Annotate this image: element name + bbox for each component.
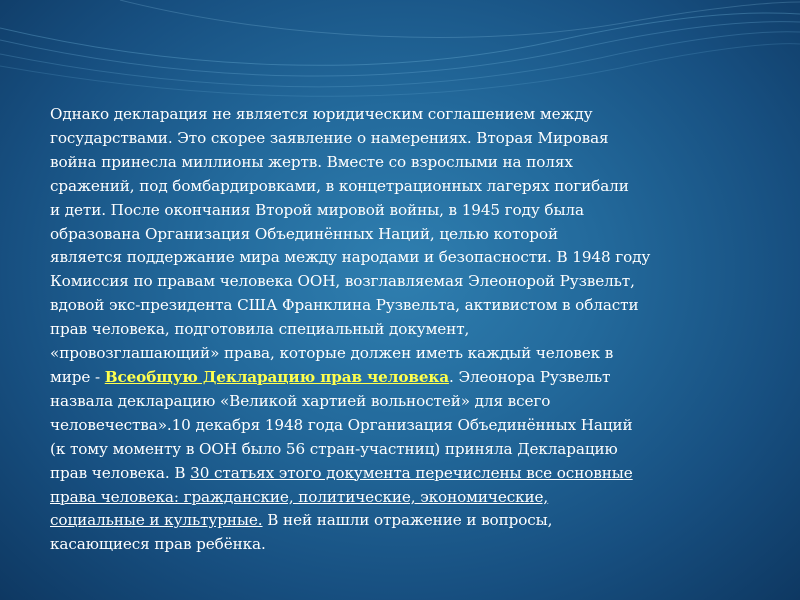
text-line: (к тому моменту в ООН было 56 стран-участниц) приняла Декларацию (50, 439, 618, 458)
text-line: прав человека. В 30 статьях этого документа перечислены все основные (50, 463, 633, 482)
text-line: и дети. После окончания Второй мировой войны, в 1945 году была (50, 200, 584, 219)
text-line: мире - Всеобщую Декларацию прав человека. Элеонора Рузвельт (50, 367, 611, 386)
declaration-link[interactable]: Всеобщую Декларацию прав человека (104, 367, 450, 386)
text-line: касающиеся прав ребёнка. (50, 535, 266, 554)
slide-body-text (50, 103, 750, 557)
text-line: назвала декларацию «Великой хартией вольностей» для всего (50, 391, 551, 410)
wave-line (0, 44, 800, 97)
wave-line (0, 13, 800, 65)
text-line: Комиссия по правам человека ООН, возглавляемая Элеонорой Рузвельт, (50, 272, 635, 291)
text-line: вдовой экс-президента США Франклина Рузвельта, активистом в области (50, 296, 639, 315)
text-line: человечества».10 декабря 1948 года Организация Объединённых Наций (50, 415, 633, 434)
text-line (50, 486, 750, 510)
text-line: прав человека, подготовила специальный документ, (50, 320, 470, 339)
underlined-text: социальные и культурные. (50, 511, 263, 530)
underlined-text: права человека: гражданские, политические, экономические, (50, 487, 549, 506)
wave-line (0, 32, 800, 87)
text-line: сражений, под бомбардировками, в концетрационных лагерях погибали (50, 176, 629, 195)
text-line: образована Организация Объединённых Наций, целью которой (50, 224, 558, 243)
underlined-text: 30 статьях этого документа перечислены все основные (190, 463, 633, 482)
text-line: является поддержание мира между народами и безопасности. В 1948 году (50, 248, 651, 267)
text-line: Однако декларация не является юридическим соглашением между (50, 105, 593, 123)
text-line: государствами. Это скорее заявление о намерениях. Вторая Мировая (50, 128, 609, 147)
wave-line (120, 0, 800, 37)
wave-line (0, 22, 800, 76)
text-line: «провозглашающий» права, которые должен иметь каждый человек в (50, 344, 614, 363)
text-line: социальные и культурные. В ней нашли отражение и вопросы, (50, 511, 553, 530)
text-line: война принесла миллионы жертв. Вместе со взрослыми на полях (50, 152, 573, 171)
decorative-wave-lines (0, 0, 800, 110)
